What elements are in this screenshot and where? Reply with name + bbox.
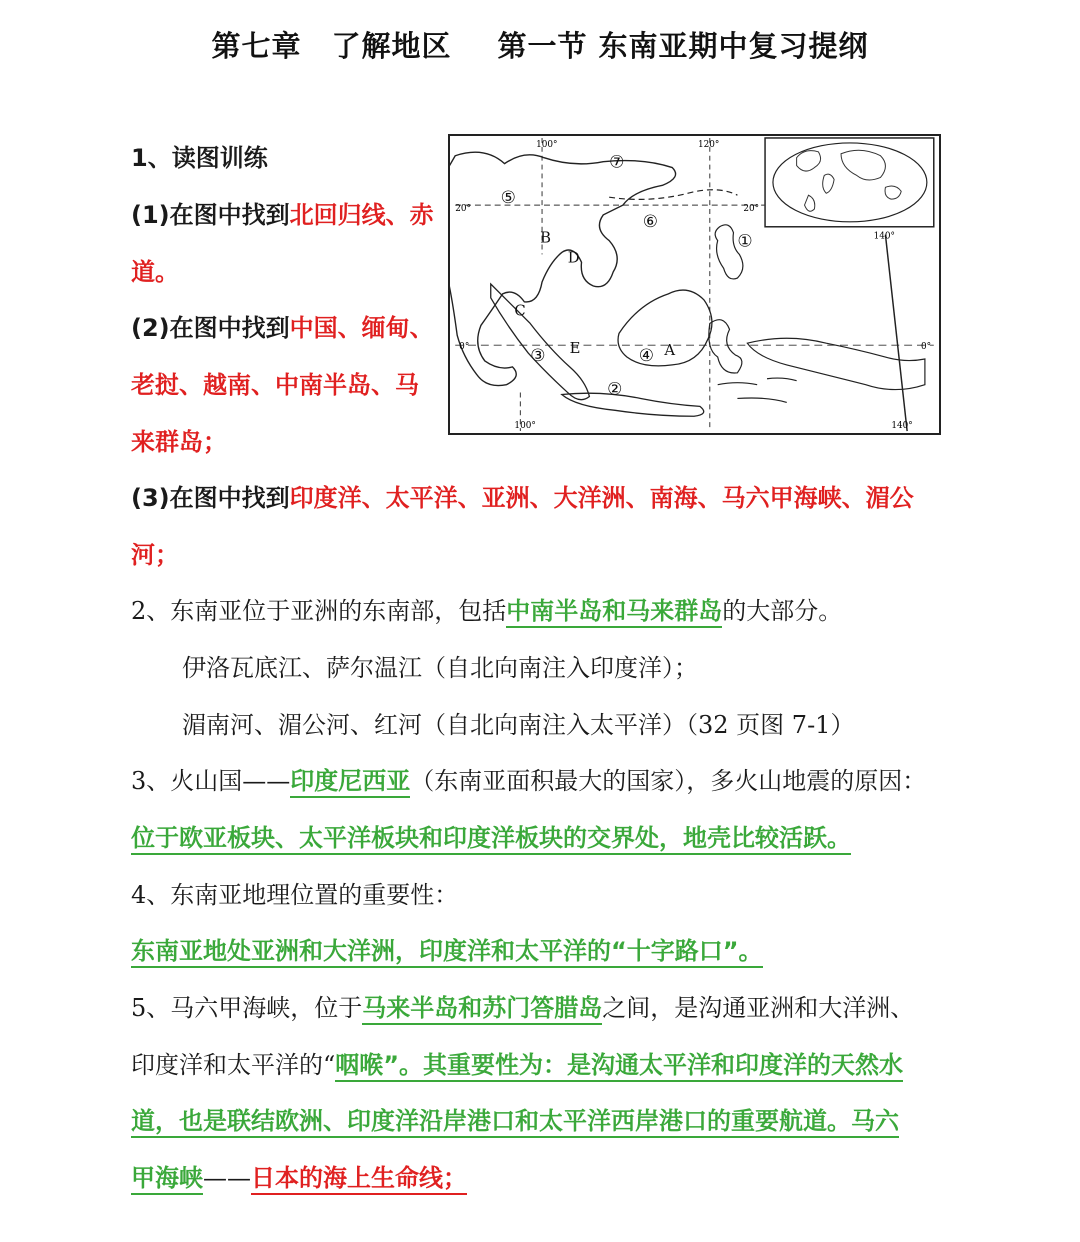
- q5-importance-2: 道，也是联结欧洲、印度洋沿岸港口和太平洋西岸港口的重要航道。马六: [131, 1107, 899, 1138]
- q3-tail: （东南亚面积最大的国家），多火山地震的原因：: [410, 767, 927, 795]
- section-title: 第一节 东南亚期中复习提纲: [497, 29, 869, 63]
- q5-lead: 5、马六甲海峡，位于: [131, 994, 363, 1022]
- map-label-2: ②: [607, 378, 623, 399]
- map-label-e: E: [569, 340, 581, 358]
- label-120-top: 120°: [697, 139, 720, 150]
- q5-importance-1: 咽喉”。其重要性为：是沟通太平洋和印度洋的天然水: [335, 1051, 903, 1082]
- southeast-asia-map: [448, 134, 941, 435]
- meridian-140: [885, 235, 907, 431]
- label-140-top: 140°: [873, 231, 895, 242]
- map-label-7: ⑦: [609, 151, 625, 172]
- q1-p1-answer: 北回归线、赤: [289, 201, 434, 229]
- q1-p2-answer: 中国、缅甸、: [289, 314, 434, 342]
- sulawesi-coastline: [709, 320, 742, 373]
- label-0-right: 0°: [920, 342, 932, 353]
- q2-lead: 2、东南亚位于亚洲的东南部，包括: [131, 597, 507, 625]
- chapter-title: 第七章 了解地区: [211, 29, 452, 63]
- q2-rivers-pacific: 湄南河、湄公河、红河（自北向南注入太平洋）（32 页图 7-1）: [182, 711, 855, 739]
- q3-reason-answer: 位于欧亚板块、太平洋板块和印度洋板块的交界处，地壳比较活跃。: [131, 824, 851, 855]
- map-label-a: A: [664, 342, 676, 360]
- label-140-bottom: 140°: [891, 421, 913, 432]
- q1-p3: [131, 483, 914, 513]
- label-100-bottom: 100°: [514, 421, 536, 432]
- q2-answer: 中南半岛和马来群岛: [506, 597, 722, 628]
- q5-location: 马来半岛和苏门答腊岛: [362, 994, 602, 1025]
- map-label-1: ①: [737, 230, 753, 251]
- q2-line: [131, 596, 842, 626]
- q1-p1: [131, 200, 434, 230]
- page-title: [0, 24, 1080, 65]
- q5-dash: ——: [203, 1164, 251, 1192]
- q1-p3-lead: (3)在图中找到: [131, 484, 290, 512]
- q5-mid: 之间，是沟通亚洲和大洋洲、: [602, 994, 915, 1022]
- q1-p3-answer: 印度洋、太平洋、亚洲、大洋洲、南海、马六甲海峡、湄公: [289, 484, 914, 512]
- q1-p1-cont: 道。: [131, 258, 179, 286]
- q2-rivers-indian: 伊洛瓦底江、萨尔温江（自北向南注入印度洋）；: [182, 654, 698, 682]
- q3-answer: 印度尼西亚: [290, 767, 410, 798]
- q2-tail: 的大部分。: [722, 597, 843, 625]
- q5-line4: [131, 1163, 467, 1193]
- q1-p2-cont1: 老挝、越南、中南半岛、马: [131, 371, 419, 399]
- q4-answer: 东南亚地处亚洲和大洋洲，印度洋和太平洋的“十字路口”。: [131, 937, 763, 968]
- china-border: [609, 190, 737, 200]
- q1-p1-lead: (1)在图中找到: [131, 201, 290, 229]
- q5-line2: [131, 1050, 903, 1080]
- label-100-top: 100°: [536, 139, 558, 150]
- map-label-6: ⑥: [642, 210, 658, 231]
- q3-reason: [131, 823, 851, 853]
- java-coastline: [562, 393, 704, 416]
- q5-lead2: 印度洋和太平洋的“: [131, 1051, 336, 1079]
- q1-p3-cont: 河；: [131, 541, 179, 569]
- q3-line: [131, 766, 926, 796]
- label-20-right: 20°: [743, 203, 760, 214]
- map-label-4: ④: [638, 344, 654, 365]
- q1-p2: [131, 313, 434, 343]
- q4-answer-line: [131, 936, 763, 966]
- q5-strait: 甲海峡: [131, 1164, 203, 1195]
- map-label-3: ③: [530, 344, 546, 365]
- q3-lead: 3、火山国——: [131, 767, 291, 795]
- q1-p2-cont2: 来群岛；: [131, 428, 227, 456]
- lesser-sunda-coastline: [718, 378, 797, 402]
- q1-heading: 1、读图训练: [131, 144, 268, 172]
- label-20-left: 20°: [455, 203, 471, 214]
- map-label-d: D: [567, 249, 580, 267]
- q1-p2-lead: (2)在图中找到: [131, 314, 290, 342]
- q5-japan: 日本的海上生命线；: [251, 1164, 467, 1195]
- q5-line1: [131, 993, 914, 1023]
- map-label-c: C: [514, 302, 526, 320]
- label-0-left: 0°: [459, 342, 470, 353]
- map-label-5: ⑤: [500, 187, 516, 208]
- q4-heading: 4、东南亚地理位置的重要性：: [131, 881, 459, 909]
- map-label-b: B: [540, 229, 551, 247]
- q5-line3: [131, 1106, 899, 1136]
